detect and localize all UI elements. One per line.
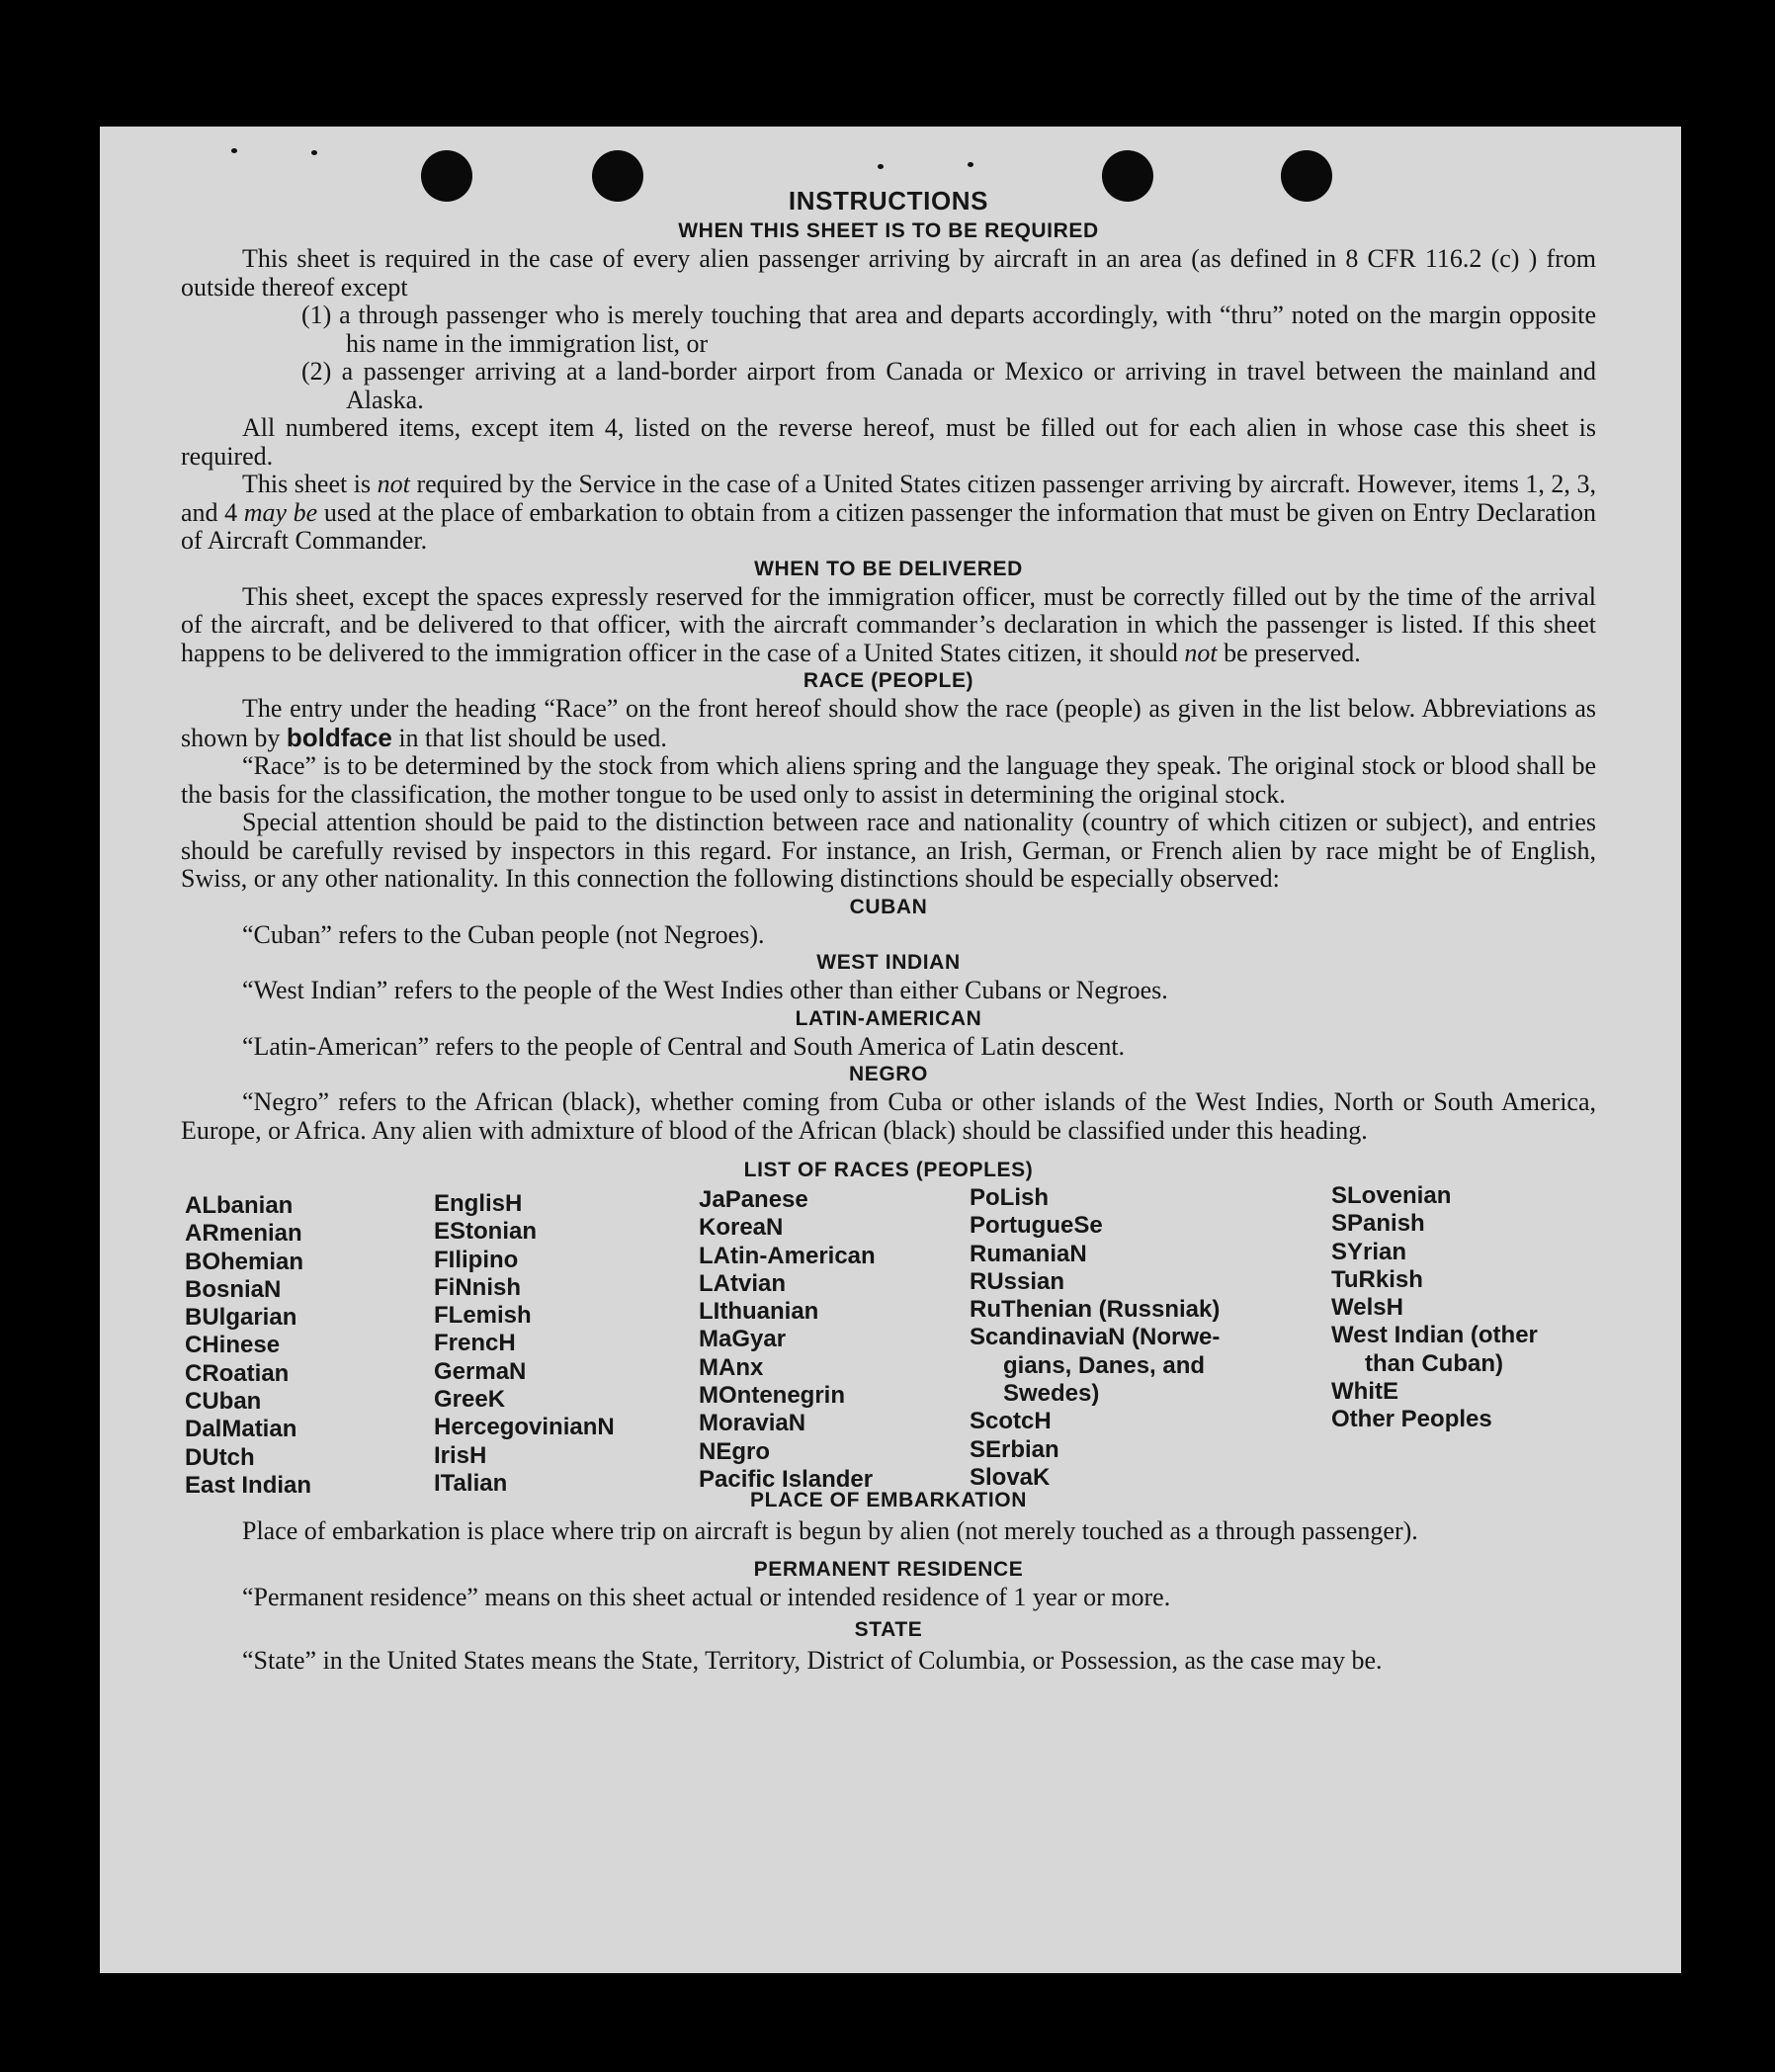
race-entry: BosniaN [185,1275,282,1303]
race-entry: DUtch [185,1443,255,1471]
ink-speck [311,150,317,155]
race-entry: ARmenian [185,1220,302,1248]
race-entry: PortugueSe [970,1212,1103,1240]
paragraph: “West Indian” refers to the people of the West Indies other than either Cubans or Negroes. [242,976,1168,1004]
list-item: (2) a passenger arriving at a land-border airport from Canada or Mexico or arriving in travel between the mainland and Alaska. [301,357,1596,414]
race-list [181,1182,1596,1499]
race-entry: RuThenian (Russniak) [970,1296,1221,1324]
paragraph: All numbered items, except item 4, listed on the reverse hereof, must be filled out for each alien in whose case this sheet is required. [181,413,1596,471]
race-entry: EnglisH [434,1190,523,1217]
race-entry: JaPanese [699,1186,808,1213]
page-title: INSTRUCTIONS [788,186,989,216]
section-heading: WEST INDIAN [816,951,961,974]
race-entry: Other Peoples [1331,1406,1492,1433]
race-column [699,1186,876,1494]
paragraph: This sheet, except the spaces expressly reserved for the immigration officer, must be correctly filled out by the time of the arrival of the aircraft, and be delivered to that officer, with the aircraft commander’s declaration in which the passenger is listed. If this sheet happens to be delivered to the immigration officer in the case of a United States citizen, it should not be preserved. [181,581,1596,667]
race-entry: than Cuban) [1365,1349,1503,1377]
ink-speck [231,148,237,153]
race-entry: BOhemian [185,1248,304,1275]
paragraph: Special attention should be paid to the distinction between race and nationality (country of which citizen or subject), and entries should be carefully revised by inspectors in this regard. For instance, an Irish, German, or French alien by race might be of English, Swiss, or any other nationality. In this connection the following distinctions should be especially observed: [181,808,1596,893]
race-entry: CUban [185,1388,262,1416]
list-item: (1) a through passenger who is merely touching that area and departs accordingly, with “thru” noted on the margin opposite his name in the immigration list, or [301,301,1596,358]
paragraph: “State” in the United States means the State, Territory, District of Columbia, or Possession, as the case may be. [242,1645,1383,1675]
race-entry: FIlipino [434,1246,519,1273]
paragraph: This sheet is required in the case of every alien passenger arriving by aircraft in an area (as defined in 8 CFR 116.2 (c) ) from outside thereof except [181,244,1596,302]
ink-speck [968,162,973,167]
paragraph: “Permanent residence” means on this sheet actual or intended residence of 1 year or more. [242,1583,1171,1611]
race-entry: WhitE [1331,1378,1398,1406]
paragraph: “Negro” refers to the African (black), whether coming from Cuba or other islands of the West Indies, North or South America, Europe, or Africa. Any alien with admixture of blood of the African (black) should be classified under this heading. [181,1087,1596,1145]
race-entry: MAnx [699,1353,764,1381]
race-entry: FLemish [434,1302,532,1330]
paragraph: This sheet is not required by the Service in the case of a United States citizen passenger arriving by aircraft. However, items 1, 2, 3, and 4 may be used at the place of embarkation to obtain from a citizen passenger the information that must be given on Entry Declaration of Aircraft Commander. [181,470,1596,555]
race-column [434,1190,615,1498]
section-heading: LIST OF RACES (PEOPLES) [743,1159,1034,1181]
race-entry: CRoatian [185,1359,290,1387]
race-entry: Pacific Islander [699,1465,874,1493]
race-entry: WelsH [1331,1294,1403,1322]
race-entry: ScandinaviaN (Norwe- [970,1324,1221,1351]
race-entry: MoraviaN [699,1410,806,1437]
paragraph: “Race” is to be determined by the stock from which aliens spring and the language they speak. The original stock or blood shall be the basis for the classification, the mother tongue to be used only to assist in determining the original stock. [181,751,1596,809]
race-entry: BUlgarian [185,1304,297,1332]
race-entry: SLovenian [1331,1182,1452,1209]
race-entry: CHinese [185,1332,281,1359]
race-entry: FrencH [434,1330,516,1357]
section-heading: NEGRO [848,1063,928,1085]
paragraph: “Cuban” refers to the Cuban people (not Negroes). [242,919,765,949]
race-entry: DalMatian [185,1416,297,1443]
section-heading: WHEN TO BE DELIVERED [754,557,1023,580]
race-entry: SYrian [1331,1238,1407,1265]
race-entry: LIthuanian [699,1298,819,1326]
race-entry: MaGyar [699,1326,787,1353]
race-entry: RUssian [970,1267,1065,1295]
section-heading: STATE [854,1617,923,1641]
race-entry: gians, Danes, and [1003,1351,1206,1379]
race-entry: SErbian [970,1435,1059,1463]
section-heading: WHEN THIS SHEET IS TO BE REQUIRED [678,219,1099,242]
race-column [1331,1182,1538,1434]
race-entry: SPanish [1331,1210,1425,1238]
document-sheet [100,127,1681,1973]
instructions-content [181,184,1596,1678]
paragraph: The entry under the heading “Race” on the front hereof should show the race (people) as given in the list below. Abbreviations as shown by boldface in that list should be used. [181,694,1596,752]
section-heading: LATIN-AMERICAN [795,1006,982,1030]
section-heading: PERMANENT RESIDENCE [753,1558,1024,1581]
race-column [970,1184,1220,1492]
race-entry: MOntenegrin [699,1382,845,1410]
race-entry: TuRkish [1331,1265,1423,1293]
race-entry: ALbanian [185,1192,294,1219]
race-entry: GermaN [434,1357,527,1385]
section-heading: CUBAN [849,895,928,918]
paragraph: Place of embarkation is place where trip on aircraft is begun by alien (not merely touched as a through passenger). [242,1516,1418,1545]
race-entry: PoLish [970,1184,1050,1211]
race-entry: EStonian [434,1218,538,1246]
race-entry: SlovaK [970,1463,1051,1491]
race-entry: Swedes) [1003,1380,1100,1408]
race-column [185,1192,311,1500]
ink-speck [878,164,884,169]
paragraph: “Latin-American” refers to the people of Central and South America of Latin descent. [242,1031,1126,1061]
race-entry: FiNnish [434,1273,521,1301]
race-entry: KoreaN [699,1214,784,1242]
section-heading: PLACE OF EMBARKATION [750,1489,1027,1511]
race-entry: IrisH [434,1441,487,1469]
race-entry: ITalian [434,1469,508,1497]
race-entry: ScotcH [970,1408,1052,1435]
race-entry: NEgro [699,1437,770,1465]
race-entry: RumaniaN [970,1240,1087,1267]
race-entry: HercegovinianN [434,1414,615,1441]
race-entry: East Indian [185,1471,312,1499]
race-entry: LAtin-American [699,1242,876,1269]
race-entry: GreeK [434,1386,506,1414]
race-entry: West Indian (other [1331,1322,1538,1349]
race-entry: LAtvian [699,1269,787,1297]
section-heading: RACE (PEOPLE) [803,669,974,692]
